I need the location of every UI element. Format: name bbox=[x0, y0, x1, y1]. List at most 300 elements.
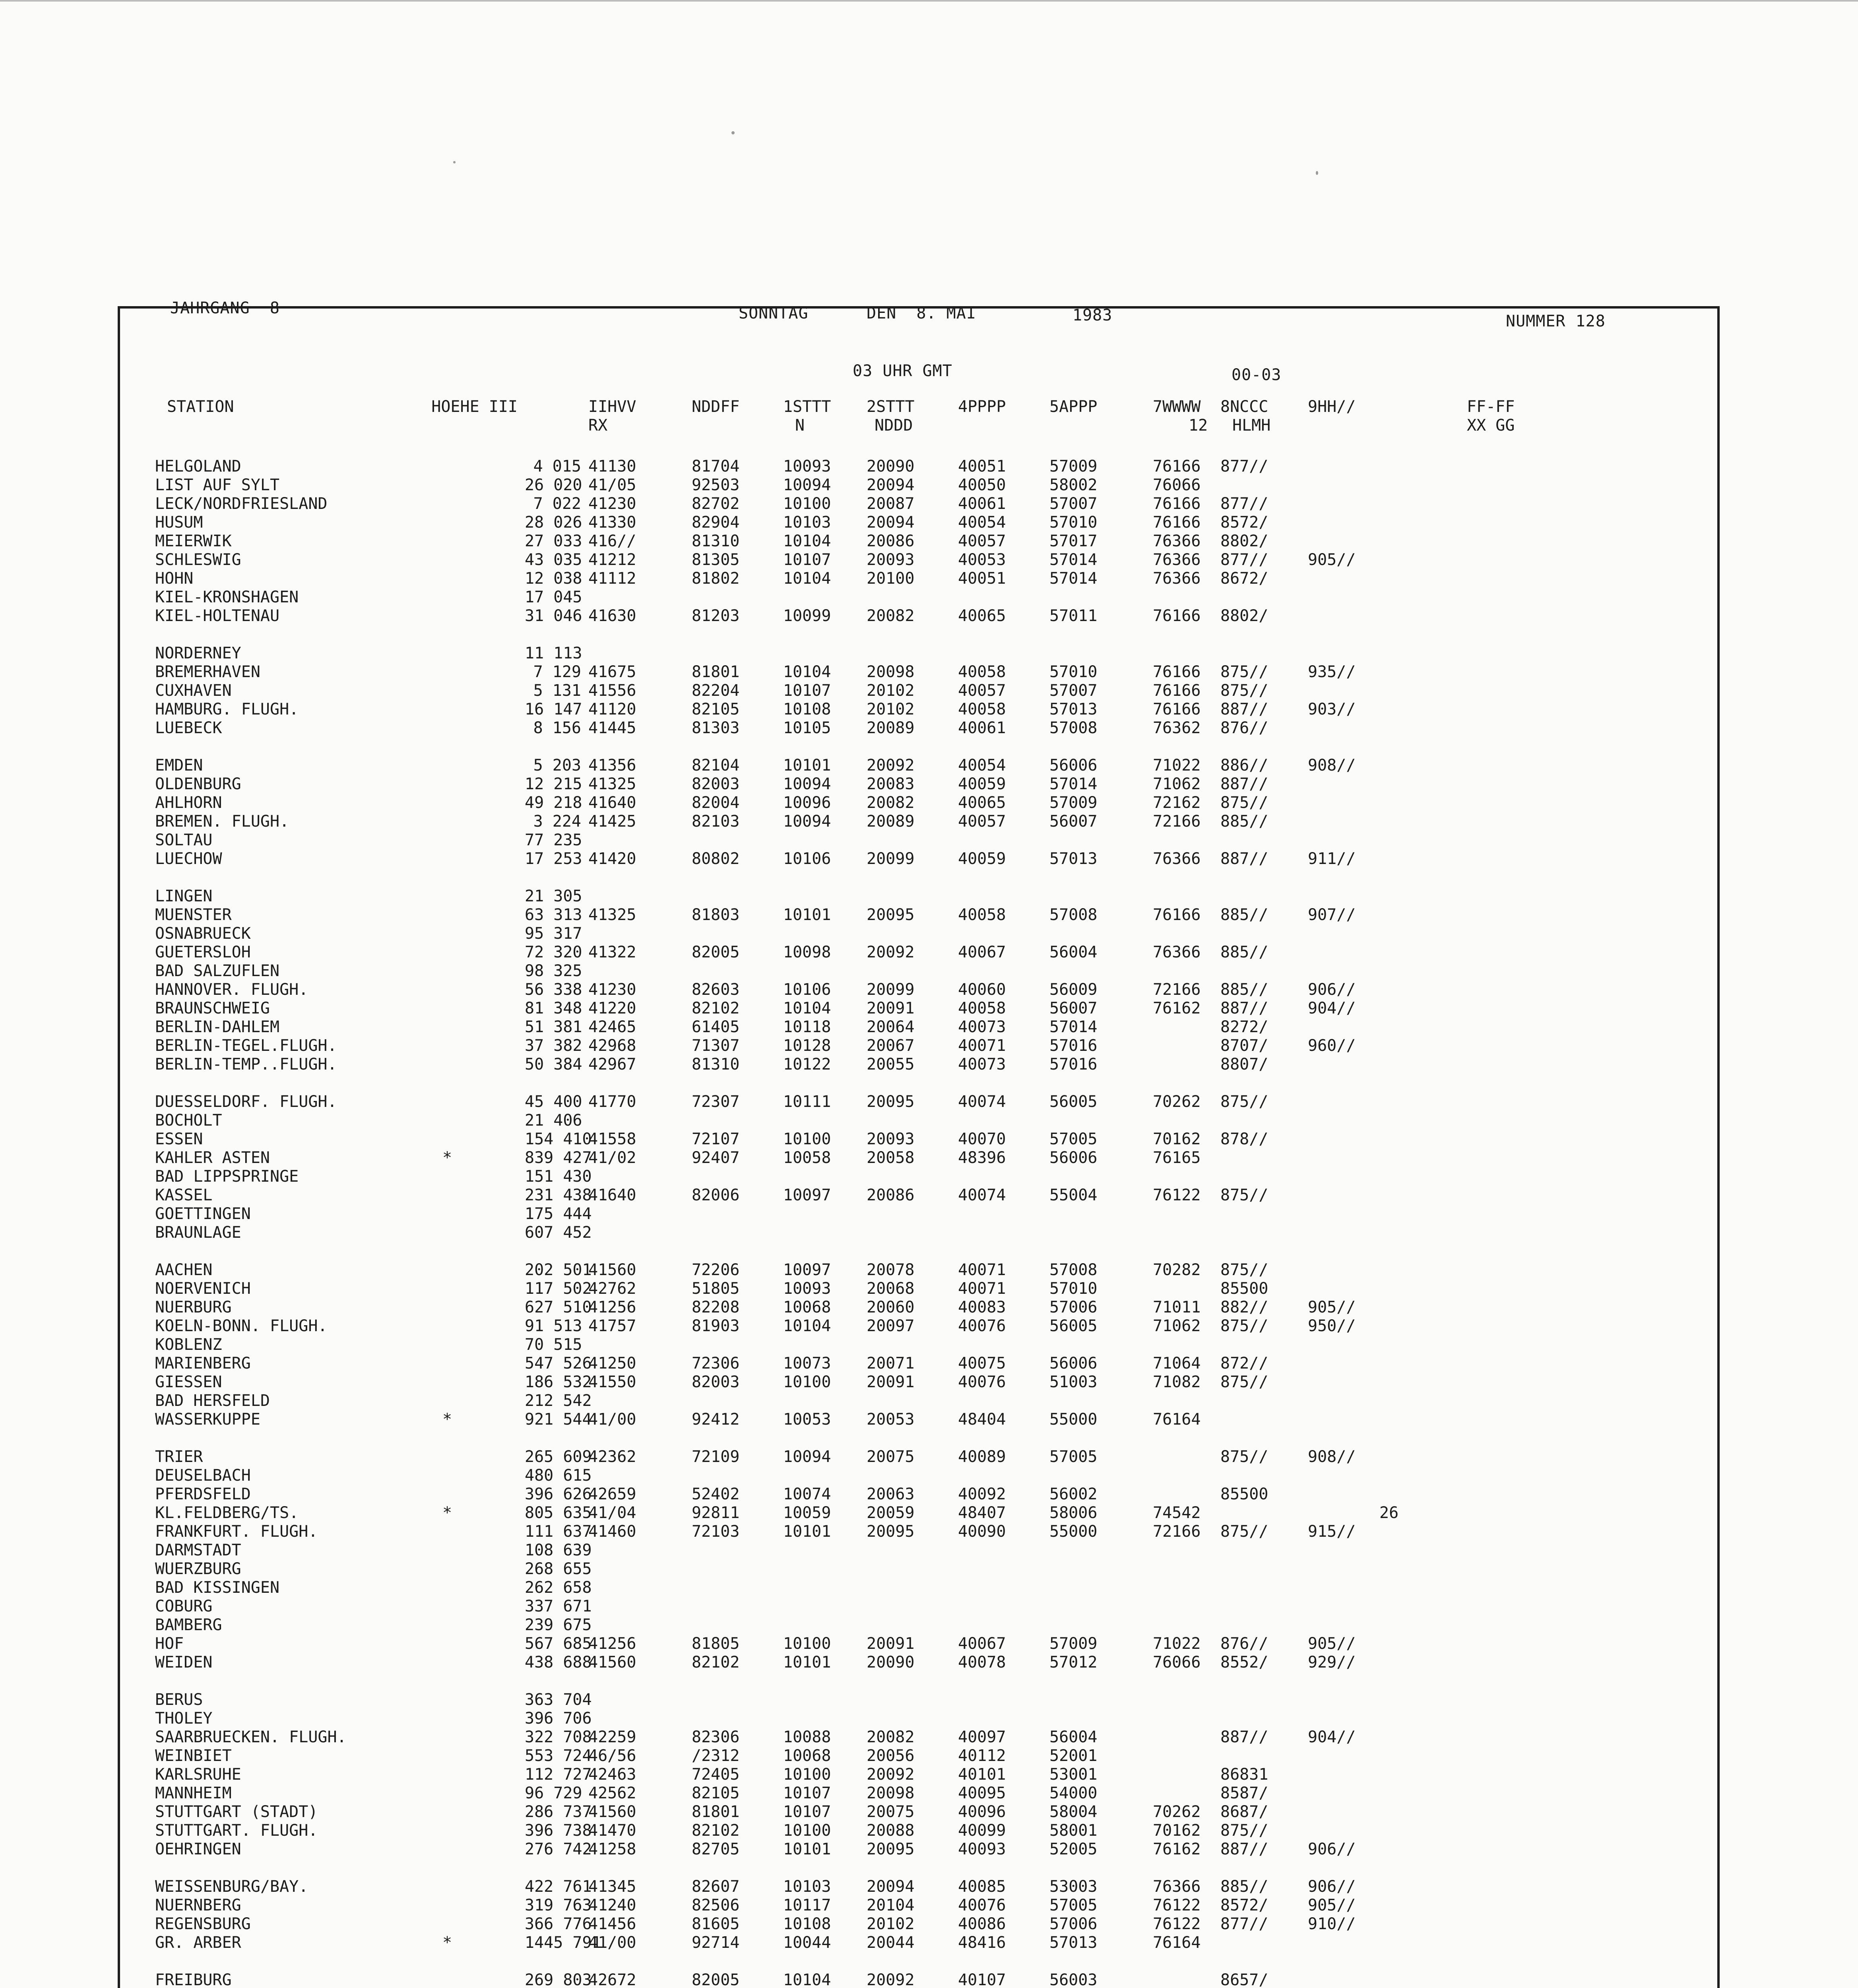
table-cell: 905// bbox=[1308, 1635, 1356, 1653]
table-cell bbox=[1467, 1597, 1594, 1616]
table-cell bbox=[692, 1205, 783, 1223]
table-cell bbox=[1049, 1560, 1153, 1578]
table-cell bbox=[1379, 1167, 1467, 1186]
table-cell: 56006 bbox=[1049, 1354, 1098, 1373]
table-cell bbox=[370, 1578, 525, 1597]
table-cell: 31 046 bbox=[525, 607, 582, 625]
table-cell: 40058 bbox=[958, 999, 1006, 1017]
table-cell: 41420 bbox=[588, 850, 636, 868]
table-cell: 8572/ bbox=[1220, 513, 1268, 532]
table-cell bbox=[1220, 1691, 1308, 1709]
table-row bbox=[155, 1504, 1507, 1522]
station-name: NUERNBERG bbox=[155, 1896, 241, 1914]
table-cell bbox=[1379, 1877, 1467, 1896]
table-cell: 175 444 bbox=[525, 1205, 592, 1223]
table-cell bbox=[370, 756, 525, 775]
table-cell bbox=[1308, 924, 1379, 943]
table-cell bbox=[370, 1298, 525, 1317]
table-cell bbox=[1379, 700, 1467, 719]
table-cell: 82006 bbox=[692, 1186, 740, 1204]
table-cell: 57017 bbox=[1049, 532, 1098, 550]
table-cell: 886// bbox=[1220, 756, 1268, 775]
table-cell bbox=[1467, 1130, 1594, 1149]
table-row bbox=[155, 1167, 1507, 1186]
station-name: LECK/NORDFRIESLAND bbox=[155, 495, 328, 513]
table-cell bbox=[783, 1466, 867, 1485]
table-cell: 57010 bbox=[1049, 513, 1098, 532]
table-row bbox=[155, 1392, 1507, 1410]
table-cell bbox=[867, 1111, 958, 1130]
table-cell: 41330 bbox=[588, 513, 636, 532]
table-cell bbox=[370, 1915, 525, 1934]
table-cell: * bbox=[442, 1410, 452, 1429]
table-cell bbox=[1379, 663, 1467, 681]
table-cell bbox=[1467, 700, 1594, 719]
table-cell: 396 626 bbox=[525, 1485, 592, 1503]
observation-table bbox=[155, 457, 1507, 1988]
table-cell: 872// bbox=[1220, 1354, 1268, 1373]
table-cell: 875// bbox=[1220, 1448, 1268, 1466]
table-cell: 55004 bbox=[1049, 1186, 1098, 1204]
table-cell bbox=[1467, 1093, 1594, 1111]
table-cell bbox=[1153, 1765, 1220, 1784]
table-cell bbox=[370, 1747, 525, 1765]
table-cell: 76162 bbox=[1153, 1840, 1201, 1858]
table-cell bbox=[1308, 1541, 1379, 1560]
table-row bbox=[155, 532, 1507, 551]
station-name: DUESSELDORF. FLUGH. bbox=[155, 1093, 337, 1111]
table-cell bbox=[1467, 1186, 1594, 1205]
table-cell: 76366 bbox=[1153, 943, 1201, 961]
table-cell: 41258 bbox=[588, 1840, 636, 1858]
table-cell: 8587/ bbox=[1220, 1784, 1268, 1802]
table-cell: 20086 bbox=[867, 532, 915, 550]
table-cell bbox=[1220, 1223, 1308, 1242]
table-cell: 57013 bbox=[1049, 1934, 1098, 1952]
table-cell: 805 635 bbox=[525, 1504, 592, 1522]
table-cell bbox=[958, 588, 1049, 607]
table-cell bbox=[1308, 1747, 1379, 1765]
table-cell bbox=[1308, 1130, 1379, 1149]
table-cell: 20086 bbox=[867, 1186, 915, 1204]
table-cell bbox=[1153, 1485, 1220, 1504]
table-cell: 20098 bbox=[867, 1784, 915, 1802]
table-row bbox=[155, 1691, 1507, 1709]
table-cell bbox=[1220, 962, 1308, 980]
table-row bbox=[155, 1205, 1507, 1223]
table-cell: 57006 bbox=[1049, 1915, 1098, 1933]
table-cell bbox=[1308, 1803, 1379, 1821]
table-row bbox=[155, 663, 1507, 681]
table-cell bbox=[1308, 1167, 1379, 1186]
table-cell bbox=[1379, 1541, 1467, 1560]
table-cell: 40112 bbox=[958, 1747, 1006, 1765]
table-cell bbox=[1379, 1149, 1467, 1167]
table-cell: 92412 bbox=[692, 1410, 740, 1429]
table-cell bbox=[1153, 1336, 1220, 1354]
station-name: BRAUNLAGE bbox=[155, 1223, 241, 1242]
table-cell: 416// bbox=[588, 532, 636, 550]
table-row bbox=[155, 887, 1507, 906]
table-cell bbox=[867, 1167, 958, 1186]
col-1sttt-sub: N bbox=[795, 416, 805, 435]
station-name: KASSEL bbox=[155, 1186, 213, 1204]
table-cell bbox=[1379, 1578, 1467, 1597]
table-cell bbox=[1308, 1934, 1379, 1952]
table-cell bbox=[1379, 1747, 1467, 1765]
table-cell bbox=[370, 1392, 525, 1410]
table-cell: 57012 bbox=[1049, 1653, 1098, 1672]
table-cell bbox=[692, 831, 783, 850]
table-cell: 40096 bbox=[958, 1803, 1006, 1821]
table-cell bbox=[783, 1111, 867, 1130]
table-cell bbox=[867, 1392, 958, 1410]
table-cell: 911// bbox=[1308, 850, 1356, 868]
table-cell: 878// bbox=[1220, 1130, 1268, 1148]
table-cell: 20095 bbox=[867, 1840, 915, 1858]
table-cell bbox=[1049, 1578, 1153, 1597]
table-cell bbox=[1379, 1653, 1467, 1672]
table-cell: 40086 bbox=[958, 1915, 1006, 1933]
table-cell bbox=[783, 887, 867, 906]
station-name: LUECHOW bbox=[155, 850, 222, 868]
table-cell: 875// bbox=[1220, 1522, 1268, 1541]
station-name: GOETTINGEN bbox=[155, 1205, 251, 1223]
table-cell: 8687/ bbox=[1220, 1803, 1268, 1821]
table-cell bbox=[370, 532, 525, 551]
table-row bbox=[155, 700, 1507, 719]
table-cell: 20091 bbox=[867, 999, 915, 1017]
table-cell bbox=[958, 962, 1049, 980]
table-cell: 56004 bbox=[1049, 943, 1098, 961]
table-cell bbox=[1379, 569, 1467, 588]
table-cell: 63 313 bbox=[525, 906, 582, 924]
table-cell: 908// bbox=[1308, 1448, 1356, 1466]
table-cell bbox=[1379, 980, 1467, 999]
table-row bbox=[155, 943, 1507, 962]
table-row bbox=[155, 1784, 1507, 1803]
table-cell: 76166 bbox=[1153, 495, 1201, 513]
table-cell bbox=[1379, 943, 1467, 962]
table-cell: 20094 bbox=[867, 513, 915, 532]
table-row bbox=[155, 1522, 1507, 1541]
table-row bbox=[155, 607, 1507, 625]
table-cell bbox=[1308, 495, 1379, 513]
weekday-label: SONNTAG bbox=[739, 304, 809, 322]
table-cell: 960// bbox=[1308, 1037, 1356, 1055]
table-cell bbox=[588, 962, 692, 980]
table-cell bbox=[1379, 1354, 1467, 1373]
table-cell: 7 129 bbox=[533, 663, 581, 681]
table-cell: 76166 bbox=[1153, 457, 1201, 476]
station-name: BRAUNSCHWEIG bbox=[155, 999, 270, 1017]
table-cell: 20098 bbox=[867, 663, 915, 681]
table-cell bbox=[1220, 1934, 1308, 1952]
table-cell bbox=[1467, 1298, 1594, 1317]
table-row bbox=[155, 1448, 1507, 1466]
table-cell bbox=[958, 1691, 1049, 1709]
table-cell: 42968 bbox=[588, 1037, 636, 1055]
table-cell bbox=[370, 663, 525, 681]
table-cell: 57006 bbox=[1049, 1298, 1098, 1316]
table-cell: 76166 bbox=[1153, 700, 1201, 718]
table-cell: 269 803 bbox=[525, 1971, 592, 1988]
table-cell bbox=[1049, 588, 1153, 607]
table-cell: 81801 bbox=[692, 1803, 740, 1821]
table-cell bbox=[588, 1597, 692, 1616]
table-cell: 40107 bbox=[958, 1971, 1006, 1988]
table-cell: 81305 bbox=[692, 551, 740, 569]
table-cell bbox=[1379, 850, 1467, 868]
table-cell bbox=[1379, 906, 1467, 924]
table-row bbox=[155, 1485, 1507, 1504]
table-cell bbox=[1379, 644, 1467, 663]
table-cell: 82607 bbox=[692, 1877, 740, 1896]
table-cell: 875// bbox=[1220, 1317, 1268, 1335]
table-cell bbox=[370, 1205, 525, 1223]
top-rule bbox=[0, 0, 1858, 2]
table-cell: 57014 bbox=[1049, 1018, 1098, 1036]
table-cell bbox=[1467, 906, 1594, 924]
table-cell bbox=[1467, 1915, 1594, 1934]
table-cell: 268 655 bbox=[525, 1560, 592, 1578]
table-cell: 48407 bbox=[958, 1504, 1006, 1522]
table-cell: 20089 bbox=[867, 812, 915, 831]
table-cell bbox=[1379, 831, 1467, 850]
table-cell: 885// bbox=[1220, 943, 1268, 961]
table-cell bbox=[958, 1541, 1049, 1560]
table-cell bbox=[1308, 644, 1379, 663]
table-cell bbox=[588, 1691, 692, 1709]
table-cell: 52001 bbox=[1049, 1747, 1098, 1765]
table-cell bbox=[1467, 1410, 1594, 1429]
table-cell: 48404 bbox=[958, 1410, 1006, 1429]
table-cell: 57016 bbox=[1049, 1055, 1098, 1074]
table-cell: 231 438 bbox=[525, 1186, 592, 1204]
station-name: TRIER bbox=[155, 1448, 203, 1466]
table-cell: 40060 bbox=[958, 980, 1006, 999]
table-cell: 20093 bbox=[867, 551, 915, 569]
table-cell: 82208 bbox=[692, 1298, 740, 1316]
table-cell: 40061 bbox=[958, 719, 1006, 737]
table-cell: 92503 bbox=[692, 476, 740, 494]
table-cell: 82102 bbox=[692, 1653, 740, 1672]
table-row bbox=[155, 1840, 1507, 1859]
table-cell: 57008 bbox=[1049, 719, 1098, 737]
table-cell bbox=[1467, 1261, 1594, 1279]
table-cell bbox=[370, 1130, 525, 1149]
table-cell: 907// bbox=[1308, 906, 1356, 924]
table-cell: 276 742 bbox=[525, 1840, 592, 1858]
table-cell: 41/00 bbox=[588, 1410, 636, 1429]
table-cell: 20099 bbox=[867, 850, 915, 868]
table-cell: 72306 bbox=[692, 1354, 740, 1373]
table-cell: 887// bbox=[1220, 1728, 1268, 1746]
table-cell: 40076 bbox=[958, 1317, 1006, 1335]
table-cell: 82103 bbox=[692, 812, 740, 831]
table-cell: 41240 bbox=[588, 1896, 636, 1914]
table-cell: 438 688 bbox=[525, 1653, 592, 1672]
table-cell: 8572/ bbox=[1220, 1896, 1268, 1914]
table-row bbox=[155, 906, 1507, 924]
table-cell bbox=[370, 607, 525, 625]
table-cell: 10101 bbox=[783, 1840, 831, 1858]
table-cell: 906// bbox=[1308, 980, 1356, 999]
table-cell bbox=[370, 719, 525, 738]
table-cell: 20092 bbox=[867, 1971, 915, 1988]
table-cell: 41/02 bbox=[588, 1149, 636, 1167]
table-cell bbox=[1467, 457, 1594, 476]
column-headers bbox=[155, 398, 1515, 435]
table-cell: 56005 bbox=[1049, 1093, 1098, 1111]
table-row bbox=[155, 1635, 1507, 1653]
station-name: KAHLER ASTEN bbox=[155, 1149, 270, 1167]
table-cell bbox=[588, 1466, 692, 1485]
table-cell: 20088 bbox=[867, 1821, 915, 1840]
table-cell: 82003 bbox=[692, 1373, 740, 1391]
table-cell: 607 452 bbox=[525, 1223, 592, 1242]
table-cell: 41325 bbox=[588, 906, 636, 924]
station-name: MEIERWIK bbox=[155, 532, 232, 550]
table-cell: 70 515 bbox=[525, 1336, 582, 1354]
table-cell: 7 022 bbox=[533, 495, 581, 513]
table-cell: 40076 bbox=[958, 1896, 1006, 1914]
station-name: THOLEY bbox=[155, 1709, 213, 1728]
table-cell: 10093 bbox=[783, 1279, 831, 1298]
table-row bbox=[155, 756, 1507, 775]
col-7wwww-sub: 12 bbox=[1189, 416, 1208, 435]
table-cell: 10068 bbox=[783, 1747, 831, 1765]
table-cell bbox=[1308, 1373, 1379, 1392]
table-cell: * bbox=[442, 1149, 452, 1167]
table-cell: 875// bbox=[1220, 1186, 1268, 1204]
table-cell bbox=[588, 1616, 692, 1635]
table-row bbox=[155, 1037, 1507, 1055]
table-cell: 20100 bbox=[867, 569, 915, 588]
table-cell: 98 325 bbox=[525, 962, 582, 980]
table-cell bbox=[1153, 1691, 1220, 1709]
table-cell bbox=[692, 1560, 783, 1578]
table-cell bbox=[783, 1336, 867, 1354]
station-name: HANNOVER. FLUGH. bbox=[155, 980, 308, 999]
station-name: BAD SALZUFLEN bbox=[155, 962, 280, 980]
table-cell bbox=[1467, 1336, 1594, 1354]
table-cell: 42562 bbox=[588, 1784, 636, 1802]
table-cell bbox=[1467, 1765, 1594, 1784]
table-cell bbox=[1220, 1541, 1308, 1560]
table-cell: 887// bbox=[1220, 775, 1268, 793]
table-cell: 875// bbox=[1220, 681, 1268, 700]
table-cell bbox=[692, 1691, 783, 1709]
table-cell: 40099 bbox=[958, 1821, 1006, 1840]
table-cell bbox=[1467, 1167, 1594, 1186]
table-cell bbox=[1379, 812, 1467, 831]
table-cell: 20097 bbox=[867, 1317, 915, 1335]
table-row bbox=[155, 644, 1507, 663]
table-cell: 40067 bbox=[958, 1635, 1006, 1653]
table-cell: 41470 bbox=[588, 1821, 636, 1840]
table-cell: 57011 bbox=[1049, 607, 1098, 625]
table-cell: 627 510 bbox=[525, 1298, 592, 1316]
table-cell bbox=[1379, 1336, 1467, 1354]
table-cell bbox=[370, 980, 525, 999]
table-cell: 71062 bbox=[1153, 775, 1201, 793]
table-cell bbox=[588, 1709, 692, 1728]
table-cell bbox=[1153, 588, 1220, 607]
table-cell: 58004 bbox=[1049, 1803, 1098, 1821]
table-cell: 72 320 bbox=[525, 943, 582, 961]
table-cell bbox=[1049, 1709, 1153, 1728]
station-name: WEIDEN bbox=[155, 1653, 213, 1672]
table-cell: 10101 bbox=[783, 1653, 831, 1672]
table-cell: 82904 bbox=[692, 513, 740, 532]
table-cell bbox=[867, 1205, 958, 1223]
table-cell bbox=[1220, 1149, 1308, 1167]
table-row bbox=[155, 1336, 1507, 1354]
table-cell bbox=[1379, 719, 1467, 738]
table-cell: 10107 bbox=[783, 1784, 831, 1802]
table-cell: 40097 bbox=[958, 1728, 1006, 1746]
table-cell: 10104 bbox=[783, 999, 831, 1017]
table-cell: 41230 bbox=[588, 495, 636, 513]
table-cell: 40058 bbox=[958, 700, 1006, 718]
table-cell: 111 637 bbox=[525, 1522, 592, 1541]
table-cell bbox=[1308, 1784, 1379, 1803]
table-cell bbox=[1467, 1354, 1594, 1373]
table-cell: 41560 bbox=[588, 1261, 636, 1279]
table-cell: 58001 bbox=[1049, 1821, 1098, 1840]
table-row bbox=[155, 962, 1507, 980]
table-cell: 40089 bbox=[958, 1448, 1006, 1466]
table-cell bbox=[1467, 1803, 1594, 1821]
table-cell: 20102 bbox=[867, 681, 915, 700]
table-cell bbox=[692, 1167, 783, 1186]
table-cell: 10101 bbox=[783, 756, 831, 775]
station-name: NOERVENICH bbox=[155, 1279, 251, 1298]
table-cell: 202 501 bbox=[525, 1261, 592, 1279]
table-cell: 56003 bbox=[1049, 1971, 1098, 1988]
station-name: SOLTAU bbox=[155, 831, 213, 849]
table-cell bbox=[370, 1018, 525, 1037]
table-cell: 53001 bbox=[1049, 1765, 1098, 1784]
table-cell: 72206 bbox=[692, 1261, 740, 1279]
station-name: MARIENBERG bbox=[155, 1354, 251, 1373]
table-row bbox=[155, 1597, 1507, 1616]
table-cell: 76166 bbox=[1153, 681, 1201, 700]
table-cell bbox=[1308, 513, 1379, 532]
table-cell bbox=[1308, 1018, 1379, 1037]
table-cell bbox=[692, 1336, 783, 1354]
table-cell bbox=[1467, 495, 1594, 513]
table-cell: 76122 bbox=[1153, 1915, 1201, 1933]
table-cell bbox=[588, 1111, 692, 1130]
table-cell: 887// bbox=[1220, 700, 1268, 718]
table-cell bbox=[958, 1616, 1049, 1635]
table-cell bbox=[692, 1709, 783, 1728]
table-cell: 10093 bbox=[783, 457, 831, 476]
table-cell bbox=[1220, 476, 1308, 495]
table-cell: 20058 bbox=[867, 1149, 915, 1167]
table-row bbox=[155, 1093, 1507, 1111]
station-name: WUERZBURG bbox=[155, 1560, 241, 1578]
table-cell: 10097 bbox=[783, 1186, 831, 1204]
table-cell: 10111 bbox=[783, 1093, 831, 1111]
station-name: CUXHAVEN bbox=[155, 681, 232, 700]
table-cell: 42465 bbox=[588, 1018, 636, 1036]
table-cell: 57008 bbox=[1049, 1261, 1098, 1279]
table-cell bbox=[1379, 513, 1467, 532]
table-cell bbox=[370, 1709, 525, 1728]
